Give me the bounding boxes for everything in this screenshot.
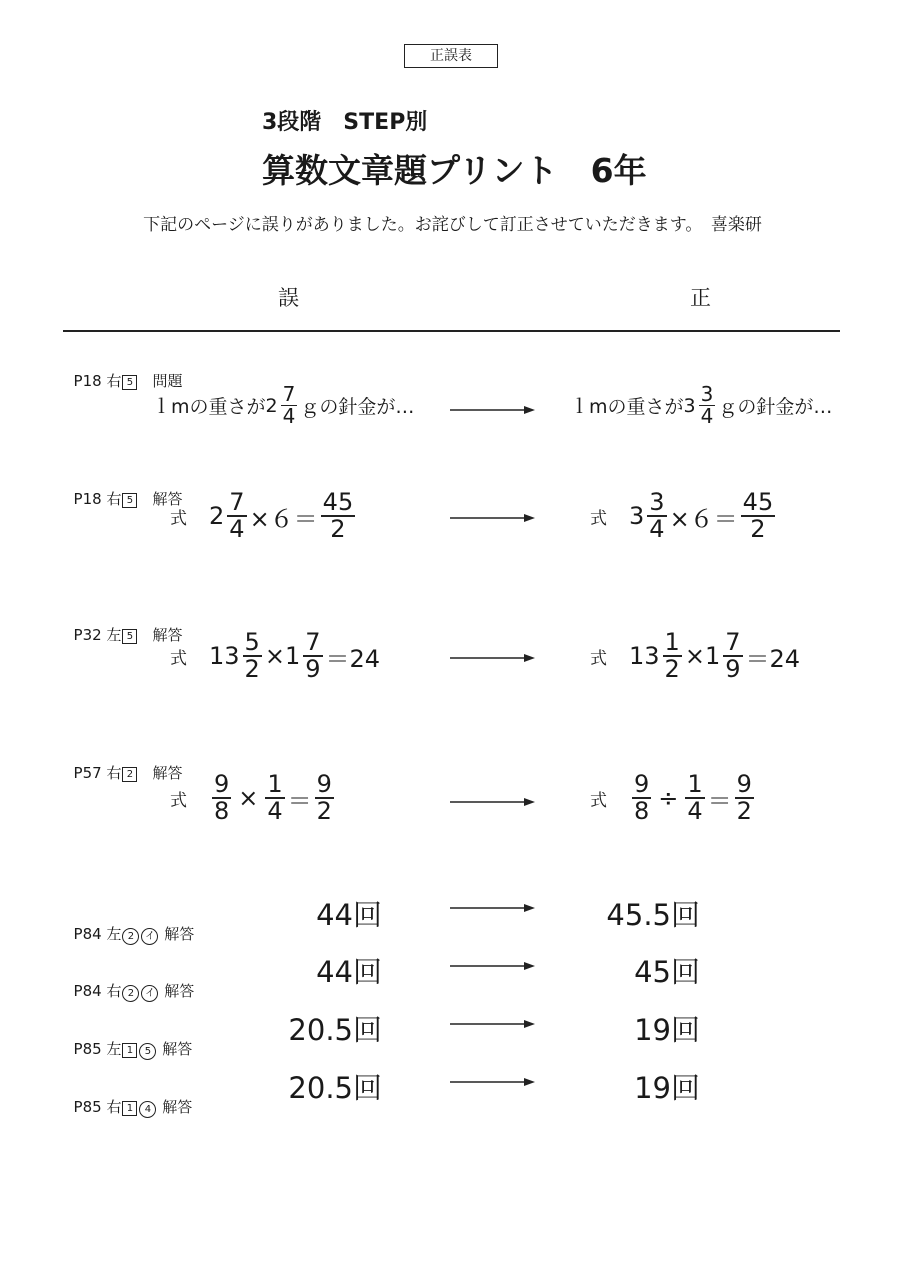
entry-location: P85 右 1 4 解答 bbox=[73, 1098, 193, 1116]
correct-column-header: 正 bbox=[690, 286, 711, 310]
correct-count: 45.5回 bbox=[606, 898, 700, 932]
arrow-icon bbox=[450, 1077, 535, 1087]
arrow-icon bbox=[450, 653, 535, 663]
arrow-icon bbox=[450, 405, 535, 415]
correct-count: 19回 bbox=[634, 1013, 700, 1047]
correct-count: 19回 bbox=[634, 1071, 700, 1105]
apology-notice: 下記のページに誤りがありました。お詫びして訂正させていただきます。 喜楽研 bbox=[143, 215, 762, 235]
header-divider bbox=[63, 330, 840, 332]
wrong-column-header: 誤 bbox=[278, 286, 299, 310]
entry-location: P84 右 2 イ 解答 bbox=[73, 982, 195, 1000]
entry-location: P18 右 5 問題 bbox=[73, 372, 183, 390]
wrong-count: 20.5回 bbox=[288, 1013, 382, 1047]
wrong-expression: 式 13 $\frac{5}{2}$ × 1 $\frac{7}{9}$ ＝24 bbox=[170, 628, 381, 684]
entry-location: P57 右 2 解答 bbox=[73, 764, 183, 782]
correct-expression: 式 3 $\frac{3}{4}$ ×６＝ $\frac{45}{2}$ bbox=[590, 488, 774, 544]
entry-location: P18 右 5 解答 bbox=[73, 490, 183, 508]
wrong-expression: ｌmの重さが 2 $\frac{7}{4}$ ｇの針金が… bbox=[152, 382, 415, 428]
correct-expression: 式 13 $\frac{1}{2}$ × 1 $\frac{7}{9}$ ＝24 bbox=[590, 628, 801, 684]
wrong-expression: 式 2 $\frac{7}{4}$ ×６＝ $\frac{45}{2}$ bbox=[170, 488, 354, 544]
arrow-icon bbox=[450, 797, 535, 807]
wrong-count: 44回 bbox=[316, 955, 382, 989]
wrong-count: 20.5回 bbox=[288, 1071, 382, 1105]
entry-location: P32 左 5 解答 bbox=[73, 626, 183, 644]
arrow-icon bbox=[450, 1019, 535, 1029]
errata-label-box: 正誤表 bbox=[404, 44, 498, 68]
correct-expression: ｌmの重さが 3 $\frac{3}{4}$ ｇの針金が… bbox=[570, 382, 833, 428]
wrong-count: 44回 bbox=[316, 898, 382, 932]
arrow-icon bbox=[450, 961, 535, 971]
document-title: 算数文章題プリント 6年 bbox=[262, 151, 647, 190]
entry-location: P85 左 1 5 解答 bbox=[73, 1040, 193, 1058]
document-subtitle: 3段階 STEP別 bbox=[262, 110, 428, 135]
entry-location: P84 左 2 イ 解答 bbox=[73, 925, 195, 943]
arrow-icon bbox=[450, 903, 535, 913]
correct-count: 45回 bbox=[634, 955, 700, 989]
wrong-expression: 式 $\frac{9}{8}$ × $\frac{1}{4}$ ＝ $\frac{9}{2}$ bbox=[170, 770, 332, 826]
correct-expression: 式 $\frac{9}{8}$ ÷ $\frac{1}{4}$ ＝ $\frac{9}{2}$ bbox=[590, 770, 752, 826]
arrow-icon bbox=[450, 513, 535, 523]
